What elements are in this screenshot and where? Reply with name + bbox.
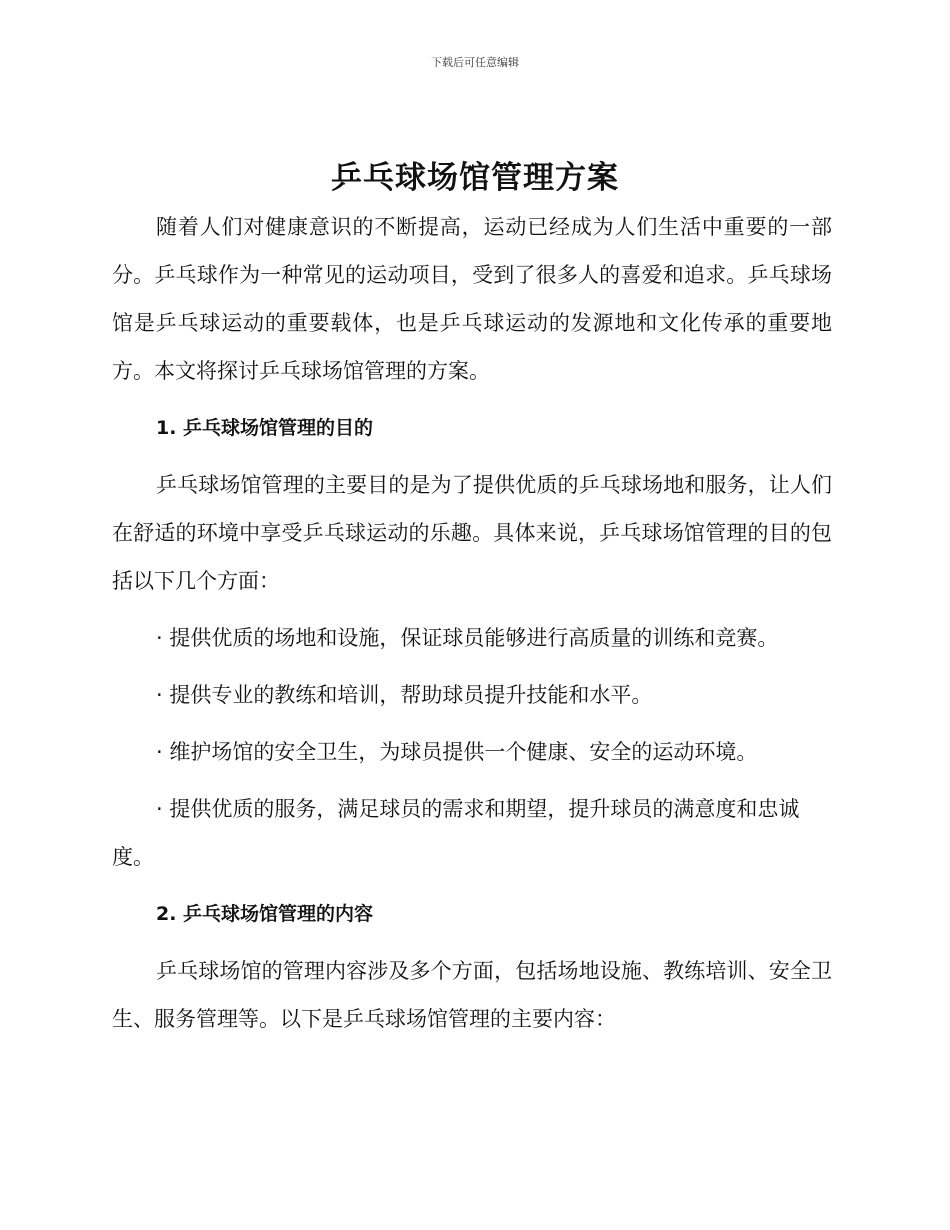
purpose-paragraph: 乒乓球场馆管理的主要目的是为了提供优质的乒乓球场地和服务，让人们在舒适的环境中享受乒乓球运动的乐趣。具体来说，乒乓球场馆管理的目的包括以下几个方面： bbox=[112, 473, 832, 593]
bullet-item: · 提供专业的教练和培训，帮助球员提升技能和水平。 bbox=[156, 683, 653, 707]
bullet-item: · 维护场馆的安全卫生，为球员提供一个健康、安全的运动环境。 bbox=[156, 740, 758, 764]
content-paragraph: 乒乓球场馆的管理内容涉及多个方面，包括场地设施、教练培训、安全卫生、服务管理等。以下是乒乓球场馆管理的主要内容： bbox=[112, 959, 832, 1031]
intro-paragraph: 随着人们对健康意识的不断提高，运动已经成为人们生活中重要的一部分。乒乓球作为一种常见的运动项目，受到了很多人的喜爱和追求。乒乓球场馆是乒乓球运动的重要载体，也是乒乓球运动的发源地和文化传承的重要地方。本文将探讨乒乓球场馆管理的方案。 bbox=[112, 215, 832, 383]
document-body bbox=[112, 203, 832, 1043]
document-title: 乒乓球场馆管理方案 bbox=[331, 160, 619, 196]
bullet-item: · 提供优质的服务，满足球员的需求和期望，提升球员的满意度和忠诚度。 bbox=[112, 797, 800, 869]
header-note: 下载后可任意编辑 bbox=[431, 56, 519, 69]
section-heading-content: 2. 乒乓球场馆管理的内容 bbox=[156, 903, 374, 925]
section-heading-purpose: 1. 乒乓球场馆管理的目的 bbox=[156, 417, 374, 439]
bullet-item: · 提供优质的场地和设施，保证球员能够进行高质量的训练和竞赛。 bbox=[156, 626, 779, 650]
